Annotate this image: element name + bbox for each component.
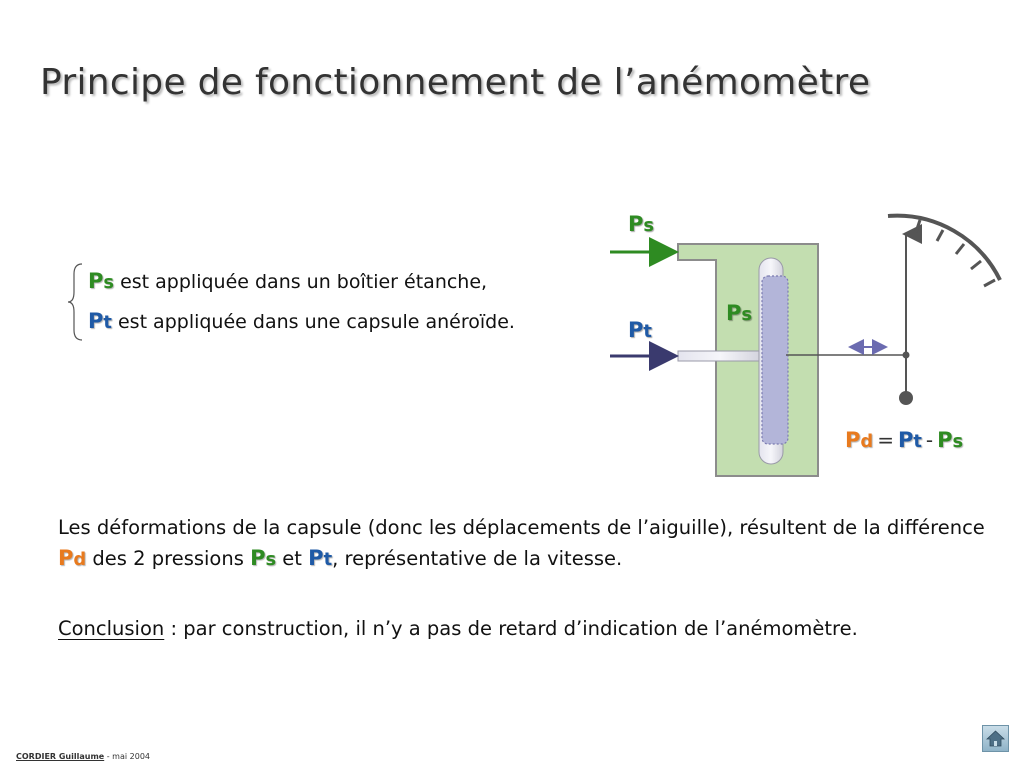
symbol-pd: Pd: [845, 428, 874, 452]
pressure-statements: [88, 262, 515, 342]
conclusion-text: : par construction, il n’y a pas de retard d’indication de l’anémomètre.: [164, 617, 858, 640]
aneroid-capsule: [762, 276, 788, 444]
symbol-pt: Pt: [897, 428, 922, 452]
label-ps-inlet: Ps: [628, 212, 655, 236]
symbol-ps: Ps: [88, 269, 115, 293]
brace-icon: [66, 262, 84, 342]
symbol-pt: Pt: [88, 309, 112, 333]
conclusion: [58, 617, 858, 640]
equals-sign: =: [877, 428, 894, 452]
home-button[interactable]: [982, 725, 1009, 752]
needle-pivot: [899, 391, 913, 405]
statement-total-pressure: [88, 302, 515, 342]
slide-title: Principe de fonctionnement de l’anémomètre: [40, 62, 871, 103]
label-ps-casing: Ps: [726, 301, 753, 325]
symbol-ps: Ps: [937, 428, 964, 452]
home-icon: [983, 726, 1008, 751]
dial-arc: [888, 216, 1000, 280]
footer: [16, 752, 150, 761]
symbol-ps: Ps: [250, 546, 277, 570]
statement-text: est appliquée dans un boîtier étanche,: [114, 271, 488, 293]
minus-sign: -: [925, 428, 934, 452]
total-pressure-tube: [678, 351, 762, 361]
symbol-pd: Pd: [58, 546, 87, 570]
footer-date: - mai 2004: [104, 752, 150, 761]
statement-text: est appliquée dans une capsule anéroïde.: [111, 311, 515, 333]
label-pt-inlet: Pt: [628, 318, 652, 342]
conclusion-label: Conclusion: [58, 617, 165, 640]
pressure-formula: [845, 428, 963, 452]
statement-static-pressure: [88, 262, 515, 302]
explanation-paragraph: Les déformations de la capsule (donc les déplacements de l’aiguille), résultent de la différence Pd des 2 pressions Ps et Pt, représentative de la vitesse.: [58, 516, 985, 570]
symbol-pt: Pt: [308, 546, 333, 570]
footer-author: CORDIER Guillaume: [16, 752, 105, 761]
